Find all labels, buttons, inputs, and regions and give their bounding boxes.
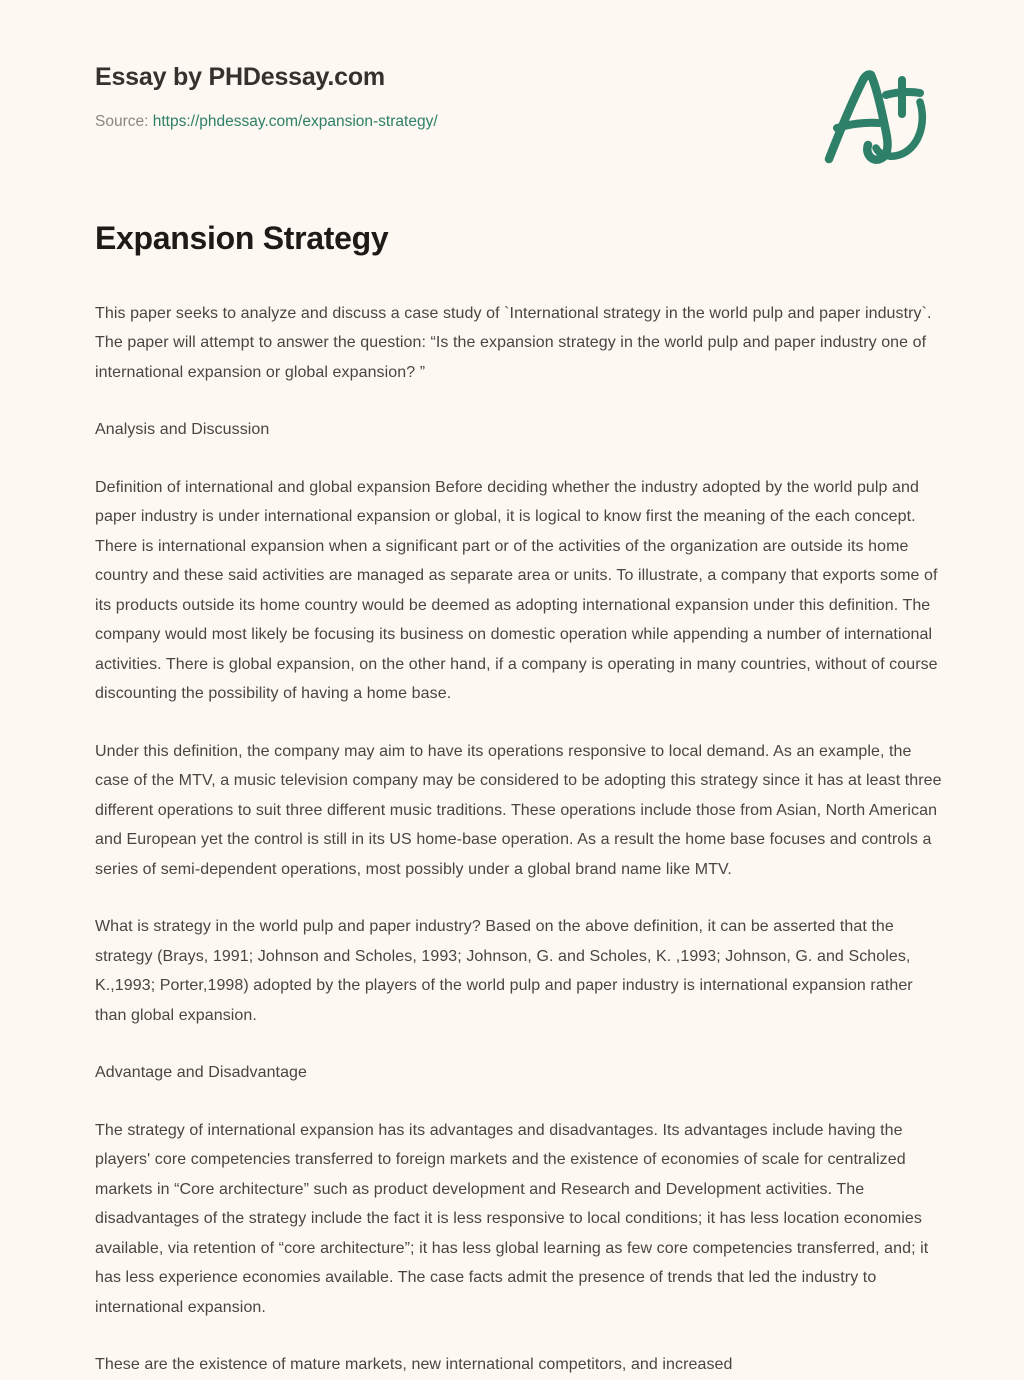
source-url-link[interactable]: https://phdessay.com/expansion-strategy/: [152, 113, 438, 130]
a-plus-logo-icon[interactable]: [816, 64, 936, 164]
page-title: Expansion Strategy: [95, 220, 389, 256]
paragraph: These are the existence of mature markets, new international competitors, and increased: [95, 1356, 733, 1374]
paragraph: Under this definition, the company may aim to have its operations responsive to local demand. As an example, the case of the MTV, a music television company may be considered to be adopting this strategy since it has at least three different operations to suit three different music traditions. These operations include those from Asian, North American and European yet the control is still in its US home-base operation. As a result the home base focuses and controls a series of semi-dependent operations, most possibly under a global brand name like MTV.: [95, 742, 942, 878]
section-heading: Analysis and Discussion: [95, 421, 270, 439]
brand-title: Essay by PHDessay.com: [95, 63, 385, 91]
paragraph: What is strategy in the world pulp and paper industry? Based on the above definition, it can be asserted that the strategy (Brays, 1991; Johnson and Scholes, 1993; Johnson, G. and Scholes, K. ,1993; Johnson, G. and Scholes, K.,1993; Porter,1998) adopted by the players of the world pulp and paper industry is international expansion rather than global expansion.: [95, 918, 913, 1024]
paragraph: The strategy of international expansion has its advantages and disadvantages. Its advantages include having the players' core competencies transferred to foreign markets and the existence of economies of scale for centralized markets in “Core architecture” such as product development and Research and Development activities. The disadvantages of the strategy include the fact it is less responsive to local conditions; it has less location economies available, via retention of “core architecture”; it has less global learning as few core competencies transferred, and; it has less experience economies available. The case facts admit the presence of trends that led the industry to international expansion.: [95, 1121, 929, 1316]
article-content: [95, 299, 944, 1380]
source-label: Source:: [95, 113, 149, 130]
paragraph: Definition of international and global expansion Before deciding whether the industry adopted by the world pulp and paper industry is under international expansion or global, it is logical to know first the meaning of the each concept. There is international expansion when a significant part or of the activities of the organization are outside its home country and these said activities are managed as separate area or units. To illustrate, a company that exports some of its products outside its home country would be deemed as adopting international expansion under this definition. The company would most likely be focusing its business on domestic operation while appending a number of international activities. There is global expansion, on the other hand, if a company is operating in many countries, without of course discounting the possibility of having a home base.: [95, 478, 938, 703]
article-body: [0, 220, 1024, 1380]
section-heading: Advantage and Disadvantage: [95, 1064, 308, 1082]
site-header: [0, 0, 1024, 200]
paragraph: This paper seeks to analyze and discuss a case study of `International strategy in the world pulp and paper industry`. The paper will attempt to answer the question: “Is the expansion strategy in the world pulp and paper industry one of international expansion or global expansion? ”: [95, 304, 932, 381]
